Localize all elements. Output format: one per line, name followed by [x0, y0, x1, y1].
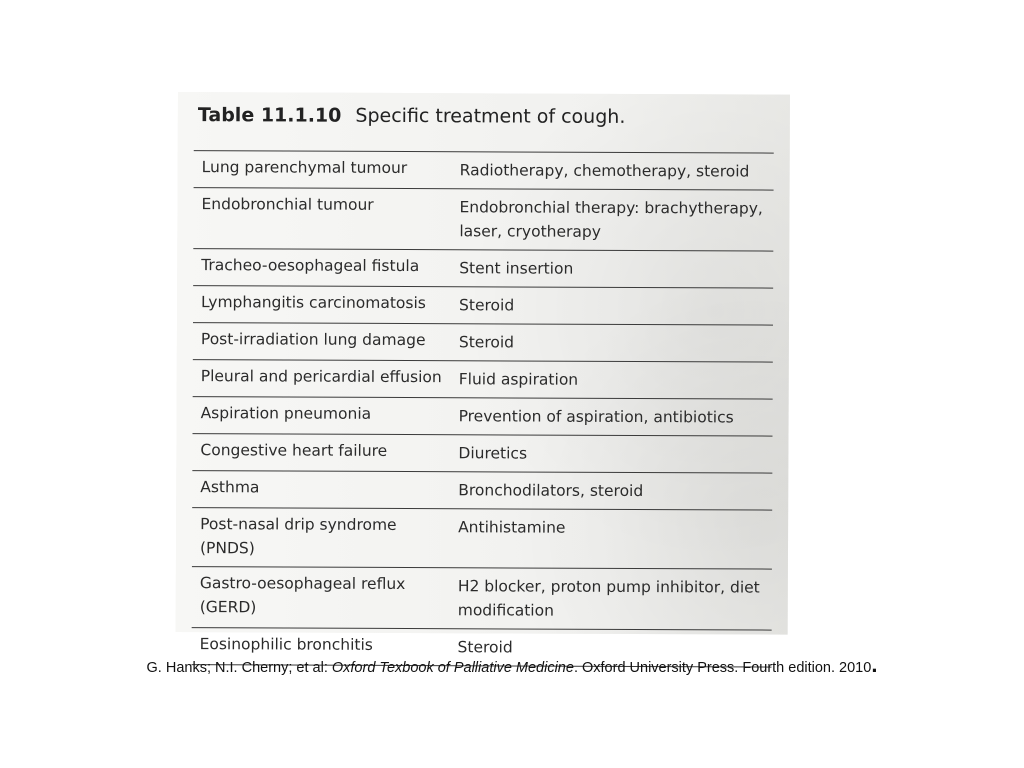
- table-row: [193, 286, 773, 326]
- treatment-cell: Prevention of aspiration, antibiotics: [458, 407, 734, 427]
- citation-publisher: . Oxford University Press. Fourth edition. 2010: [573, 660, 872, 676]
- condition-cell: Pleural and pericardial effusion: [200, 367, 442, 387]
- table-row: [194, 151, 774, 191]
- treatment-cell: H2 blocker, proton pump inhibitor, diet modification: [457, 577, 760, 620]
- table-row: [193, 323, 773, 363]
- treatment-cell: Endobronchial therapy: brachytherapy, laser, cryotherapy: [459, 198, 763, 241]
- condition-cell: Endobronchial tumour: [201, 195, 374, 214]
- condition-cell: Lung parenchymal tumour: [201, 158, 408, 178]
- condition-cell: Congestive heart failure: [200, 441, 388, 460]
- treatment-cell: Steroid: [457, 638, 513, 657]
- treatment-cell: Antihistamine: [458, 518, 566, 537]
- table-row: [193, 249, 773, 289]
- condition-cell: Post-nasal drip syndrome (PNDS): [199, 515, 397, 558]
- treatment-cell: Bronchodilators, steroid: [458, 481, 644, 501]
- table-row: [192, 434, 772, 474]
- condition-cell: Tracheo-oesophageal fistula: [201, 256, 420, 276]
- table-row: [192, 508, 772, 570]
- treatment-cell: Steroid: [459, 296, 515, 315]
- citation: [0, 652, 1024, 677]
- condition-cell: Gastro-oesophageal reflux (GERD): [199, 574, 406, 617]
- table-row: [193, 188, 773, 252]
- treatment-cell: Steroid: [458, 333, 515, 352]
- table-row: [193, 397, 773, 437]
- table-row: [192, 471, 772, 511]
- table-title: Specific treatment of cough.: [355, 104, 626, 128]
- table-caption: [198, 104, 626, 128]
- citation-authors: G. Hanks; N.I. Cherny; et al:: [146, 660, 332, 676]
- condition-cell: Asthma: [200, 478, 260, 497]
- table-row: [192, 567, 772, 631]
- table-row: [193, 360, 773, 400]
- citation-book-title: Oxford Texbook of Palliative Medicine: [331, 660, 574, 676]
- treatment-cell: Radiotherapy, chemotherapy, steroid: [459, 161, 750, 181]
- treatment-table: [191, 150, 773, 668]
- treatment-cell: Fluid aspiration: [458, 370, 579, 389]
- citation-end: .: [871, 652, 878, 677]
- treatment-cell: Diuretics: [458, 444, 528, 463]
- condition-cell: Eosinophilic bronchitis: [199, 635, 373, 654]
- condition-cell: Post-irradiation lung damage: [200, 330, 426, 350]
- scanned-table-image: [176, 92, 790, 657]
- table-number: Table 11.1.10: [197, 104, 342, 127]
- treatment-cell: Stent insertion: [459, 259, 574, 278]
- condition-cell: Aspiration pneumonia: [200, 404, 372, 423]
- condition-cell: Lymphangitis carcinomatosis: [201, 293, 426, 313]
